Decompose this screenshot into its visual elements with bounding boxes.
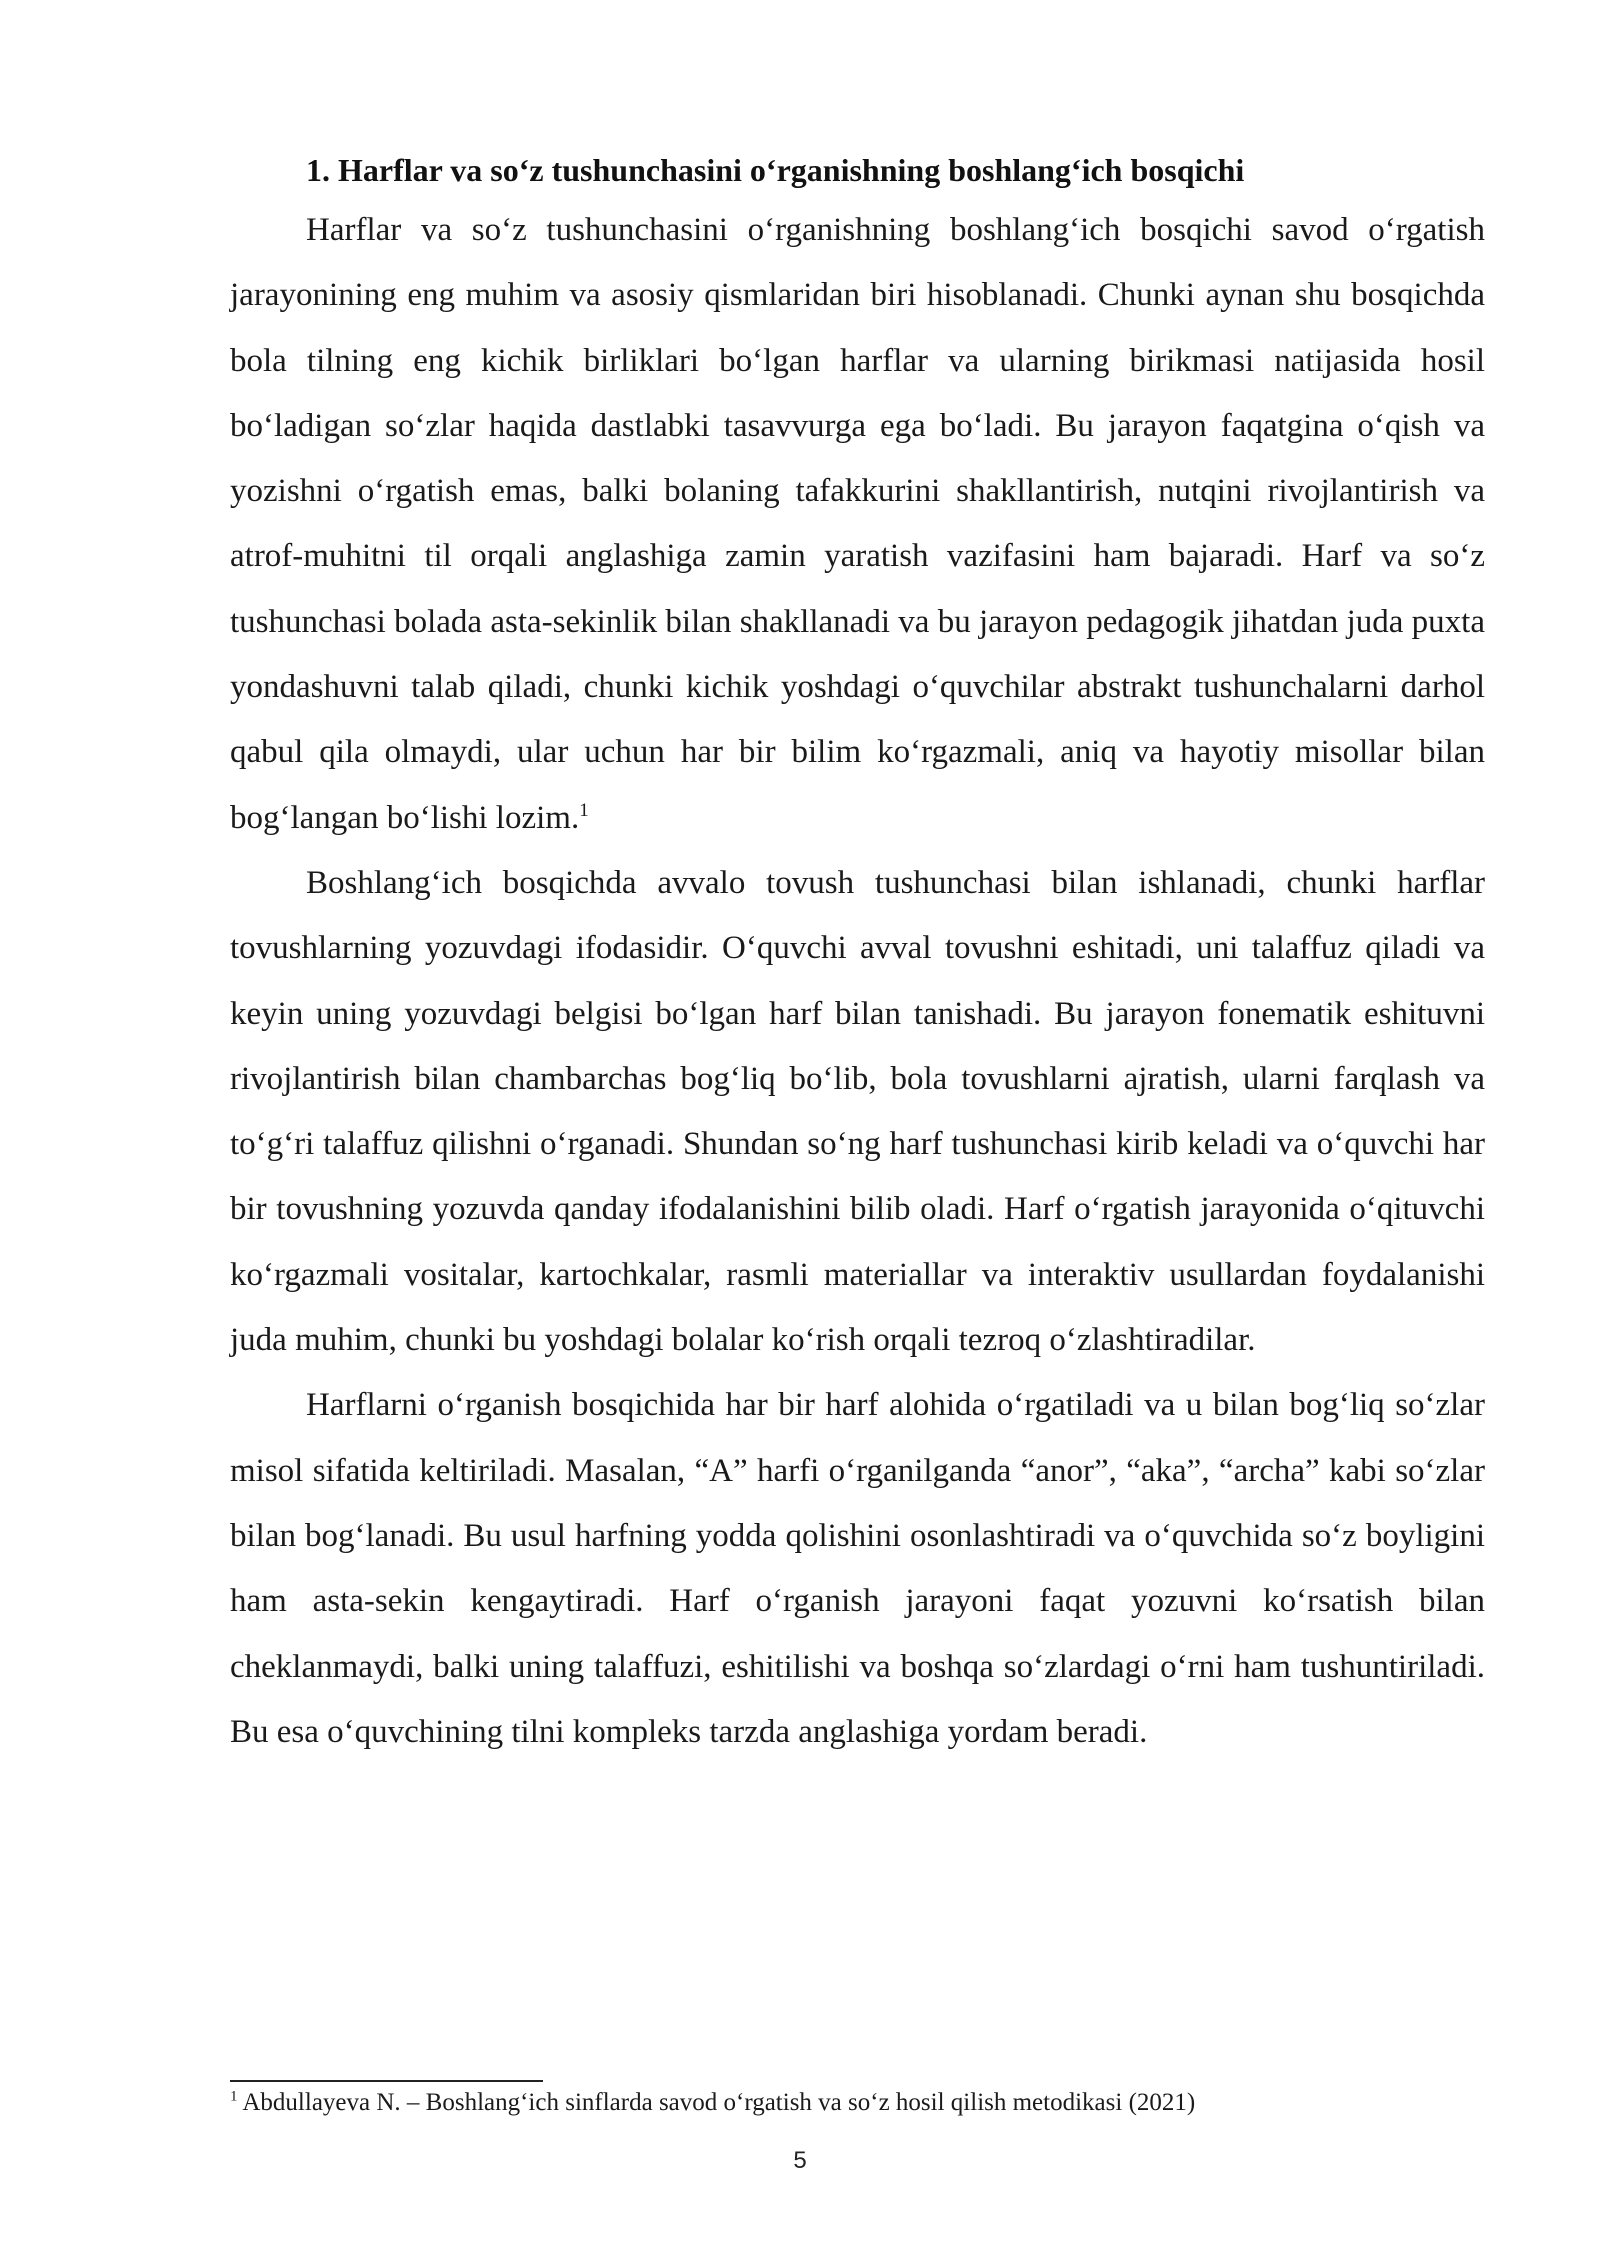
paragraph-2-text: Boshlang‘ich bosqichda avvalo tovush tushunchasi bilan ishlanadi, chunki harflar tovushlarning yozuvdagi ifodasidir. O‘quvchi avval tovushni eshitadi, uni talaffuz qiladi va keyin uning yozuvdagi belgisi bo‘lgan harf bilan tanishadi. Bu jarayon fonematik eshituvni rivojlantirish bilan chambarchas bog‘liq bo‘lib, bola tovushlarni ajratish, ularni farqlash va to‘g‘ri talaffuz qilishni o‘rganadi. Shundan so‘ng harf tushunchasi kirib keladi va o‘quvchi har bir tovushning yozuvda qanday ifodalanishini bilib oladi. Harf o‘rgatish jarayonida o‘qituvchi ko‘rgazmali vositalar, kartochkalar, rasmli materiallar va interaktiv usullardan foydalanishi juda muhim, chunki bu yoshdagi bolalar ko‘rish orqali tezroq o‘zlashtiradilar. [230,864,1485,1359]
page-body [230,150,1485,1765]
page-number: 5 [793,2147,807,2174]
paragraph-1 [230,198,1485,851]
footnote-reference[interactable]: 1 [579,799,589,821]
section-heading: 1. Harflar va so‘z tushunchasini o‘rganishning boshlang‘ich bosqichi [306,152,1245,188]
paragraph-3 [230,1373,1485,1765]
paragraph-2 [230,851,1485,1373]
paragraph-1-text: Harflar va so‘z tushunchasini o‘rganishning boshlang‘ich bosqichi savod o‘rgatish jarayonining eng muhim va asosiy qismlaridan biri hisoblanadi. Chunki aynan shu bosqichda bola tilning eng kichik birliklari bo‘lgan harflar va ularning birikmasi natijasida hosil bo‘ladigan so‘zlar haqida dastlabki tasavvurga ega bo‘ladi. Bu jarayon faqatgina o‘qish va yozishni o‘rgatish emas, balki bolaning tafakkurini shakllantirish, nutqini rivojlantirish va atrof-muhitni til orqali anglashiga zamin yaratish vazifasini ham bajaradi. Harf va so‘z tushunchasi bolada asta-sekinlik bilan shakllanadi va bu jarayon pedagogik jihatdan juda puxta yondashuvni talab qiladi, chunki kichik yoshdagi o‘quvchilar abstrakt tushunchalarni darhol qabul qila olmaydi, ular uchun har bir bilim ko‘rgazmali, aniq va hayotiy misollar bilan bog‘langan bo‘lishi lozim. [230,212,1485,836]
footnote-separator [230,2080,543,2082]
footnote [230,2086,1485,2120]
footnote-text: Abdullayeva N. – Boshlang‘ich sinflarda savod o‘rgatish va so‘z hosil qilish metodikasi (2021) [242,2089,1196,2116]
footnote-marker: 1 [230,2088,238,2105]
paragraph-3-text: Harflarni o‘rganish bosqichida har bir harf alohida o‘rgatiladi va u bilan bog‘liq so‘zlar misol sifatida keltiriladi. Masalan, “A” harfi o‘rganilganda “anor”, “aka”, “archa” kabi so‘zlar bilan bog‘lanadi. Bu usul harfning yodda qolishini osonlashtiradi va o‘quvchida so‘z boyligini ham asta-sekin kengaytiradi. Harf o‘rganish jarayoni faqat yozuvni ko‘rsatish bilan cheklanmaydi, balki uning talaffuzi, eshitilishi va boshqa so‘zlardagi o‘rni ham tushuntiriladi. Bu esa o‘quvchining tilni kompleks tarzda anglashiga yordam beradi. [230,1387,1485,1750]
